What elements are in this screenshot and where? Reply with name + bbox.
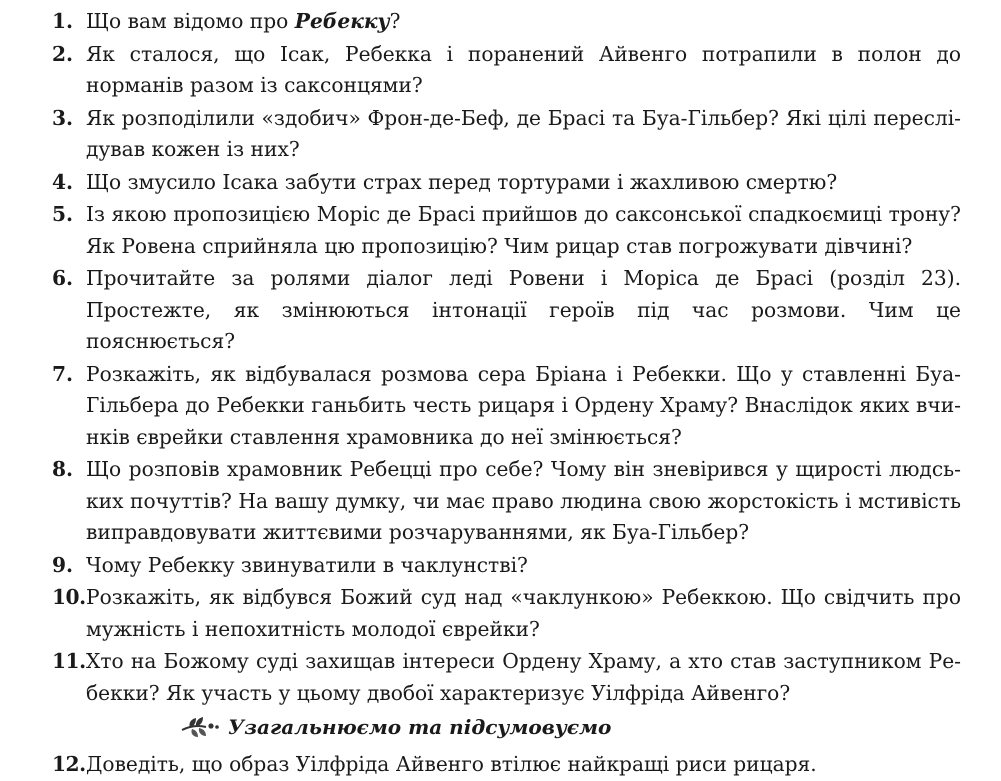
question-number: 7.: [52, 361, 74, 386]
question-number: 2.: [52, 41, 74, 66]
question-4: [52, 167, 961, 199]
question-3: [52, 103, 961, 166]
question-number: 4.: [52, 169, 74, 194]
question-2: [52, 39, 961, 102]
question-text: Розкажіть, як відбувалася розмова сера Бріана і Ребекки. Що у ставленні Буа-Гільбера до Ребекки ганьбить честь рицаря і Ордену Храму? Внаслідок яких вчинків єврейки ставлення храмовника до неї змінюється?: [86, 361, 961, 449]
question-text-after: ?: [389, 9, 401, 33]
question-number: 3.: [52, 105, 74, 130]
question-text-before: Що вам відомо про: [86, 9, 295, 33]
question-number: 9.: [52, 552, 74, 577]
question-text: Що розповів храмовник Ребецці про себе? Чому він зневірився у щирості людських почуттів? На вашу думку, чи має право людина свою жорстокість і мстивість виправдовувати життєвими розчаруваннями, як Буа-Гільбер?: [86, 457, 961, 544]
question-number: 5.: [52, 202, 74, 226]
question-9: [52, 550, 961, 582]
question-12: [52, 749, 961, 781]
question-text: Як сталося, що Ісак, Ребекка і поранений Айвенго потрапили в полон до норманів разом із саксонцями?: [86, 41, 961, 97]
question-text: Із якою пропозицією Моріс де Брасі прийшов до саксонської спадкоємиці трону? Як Ровена сприйняла цю пропозицію? Чим рицар став погрожувати дівчині?: [86, 202, 961, 258]
question-text: Хто на Божому суді захищав інтереси Ордену Храму, а хто став заступником Ребекки? Як участь у цьому двобої характеризує Уілфріда Айвенго?: [86, 649, 961, 705]
final-questions-list: [52, 749, 961, 781]
question-10: [52, 582, 961, 645]
question-5: [52, 199, 961, 262]
question-number: 8.: [52, 457, 74, 481]
question-text: Чому Ребекку звинуватили в чаклунстві?: [86, 552, 528, 577]
question-emphasis: Ребекку: [294, 9, 390, 33]
question-text: Як розподілили «здобич» Фрон-де-Беф, де Брасі та Буа-Гільбер? Які цілі переслідував кожен із них?: [86, 105, 961, 161]
question-text: Доведіть, що образ Уілфріда Айвенго втілює найкращі риси рицаря.: [86, 752, 817, 776]
question-text: Що змусило Ісака забути страх перед тортурами і жахливою смертю?: [86, 169, 838, 194]
question-number: 12.: [52, 752, 86, 776]
question-text: [86, 6, 961, 38]
question-number: 6.: [52, 266, 74, 290]
question-6: [52, 263, 961, 358]
section-heading: [180, 711, 961, 743]
questions-list: [52, 6, 961, 709]
question-number: 10.: [52, 585, 86, 609]
question-1: [52, 6, 961, 38]
question-11: [52, 646, 961, 709]
question-7: [52, 359, 961, 454]
question-8: [52, 454, 961, 549]
question-text: Розкажіть, як відбувся Божий суд над «чаклункою» Ребеккою. Що свідчить про мужність і непохитність молодої єврейки?: [86, 585, 961, 641]
question-number: 11.: [52, 649, 86, 673]
question-text: Прочитайте за ролями діалог леді Ровени і Моріса де Брасі (розділ 23). Простежте, як змінюються інтонації героїв під час розмови. Чим це пояснюється?: [86, 266, 961, 353]
question-number: 1.: [52, 9, 74, 33]
leaf-ornament-icon: [180, 716, 222, 738]
section-title: Узагальнюємо та підсумовуємо: [228, 715, 612, 739]
